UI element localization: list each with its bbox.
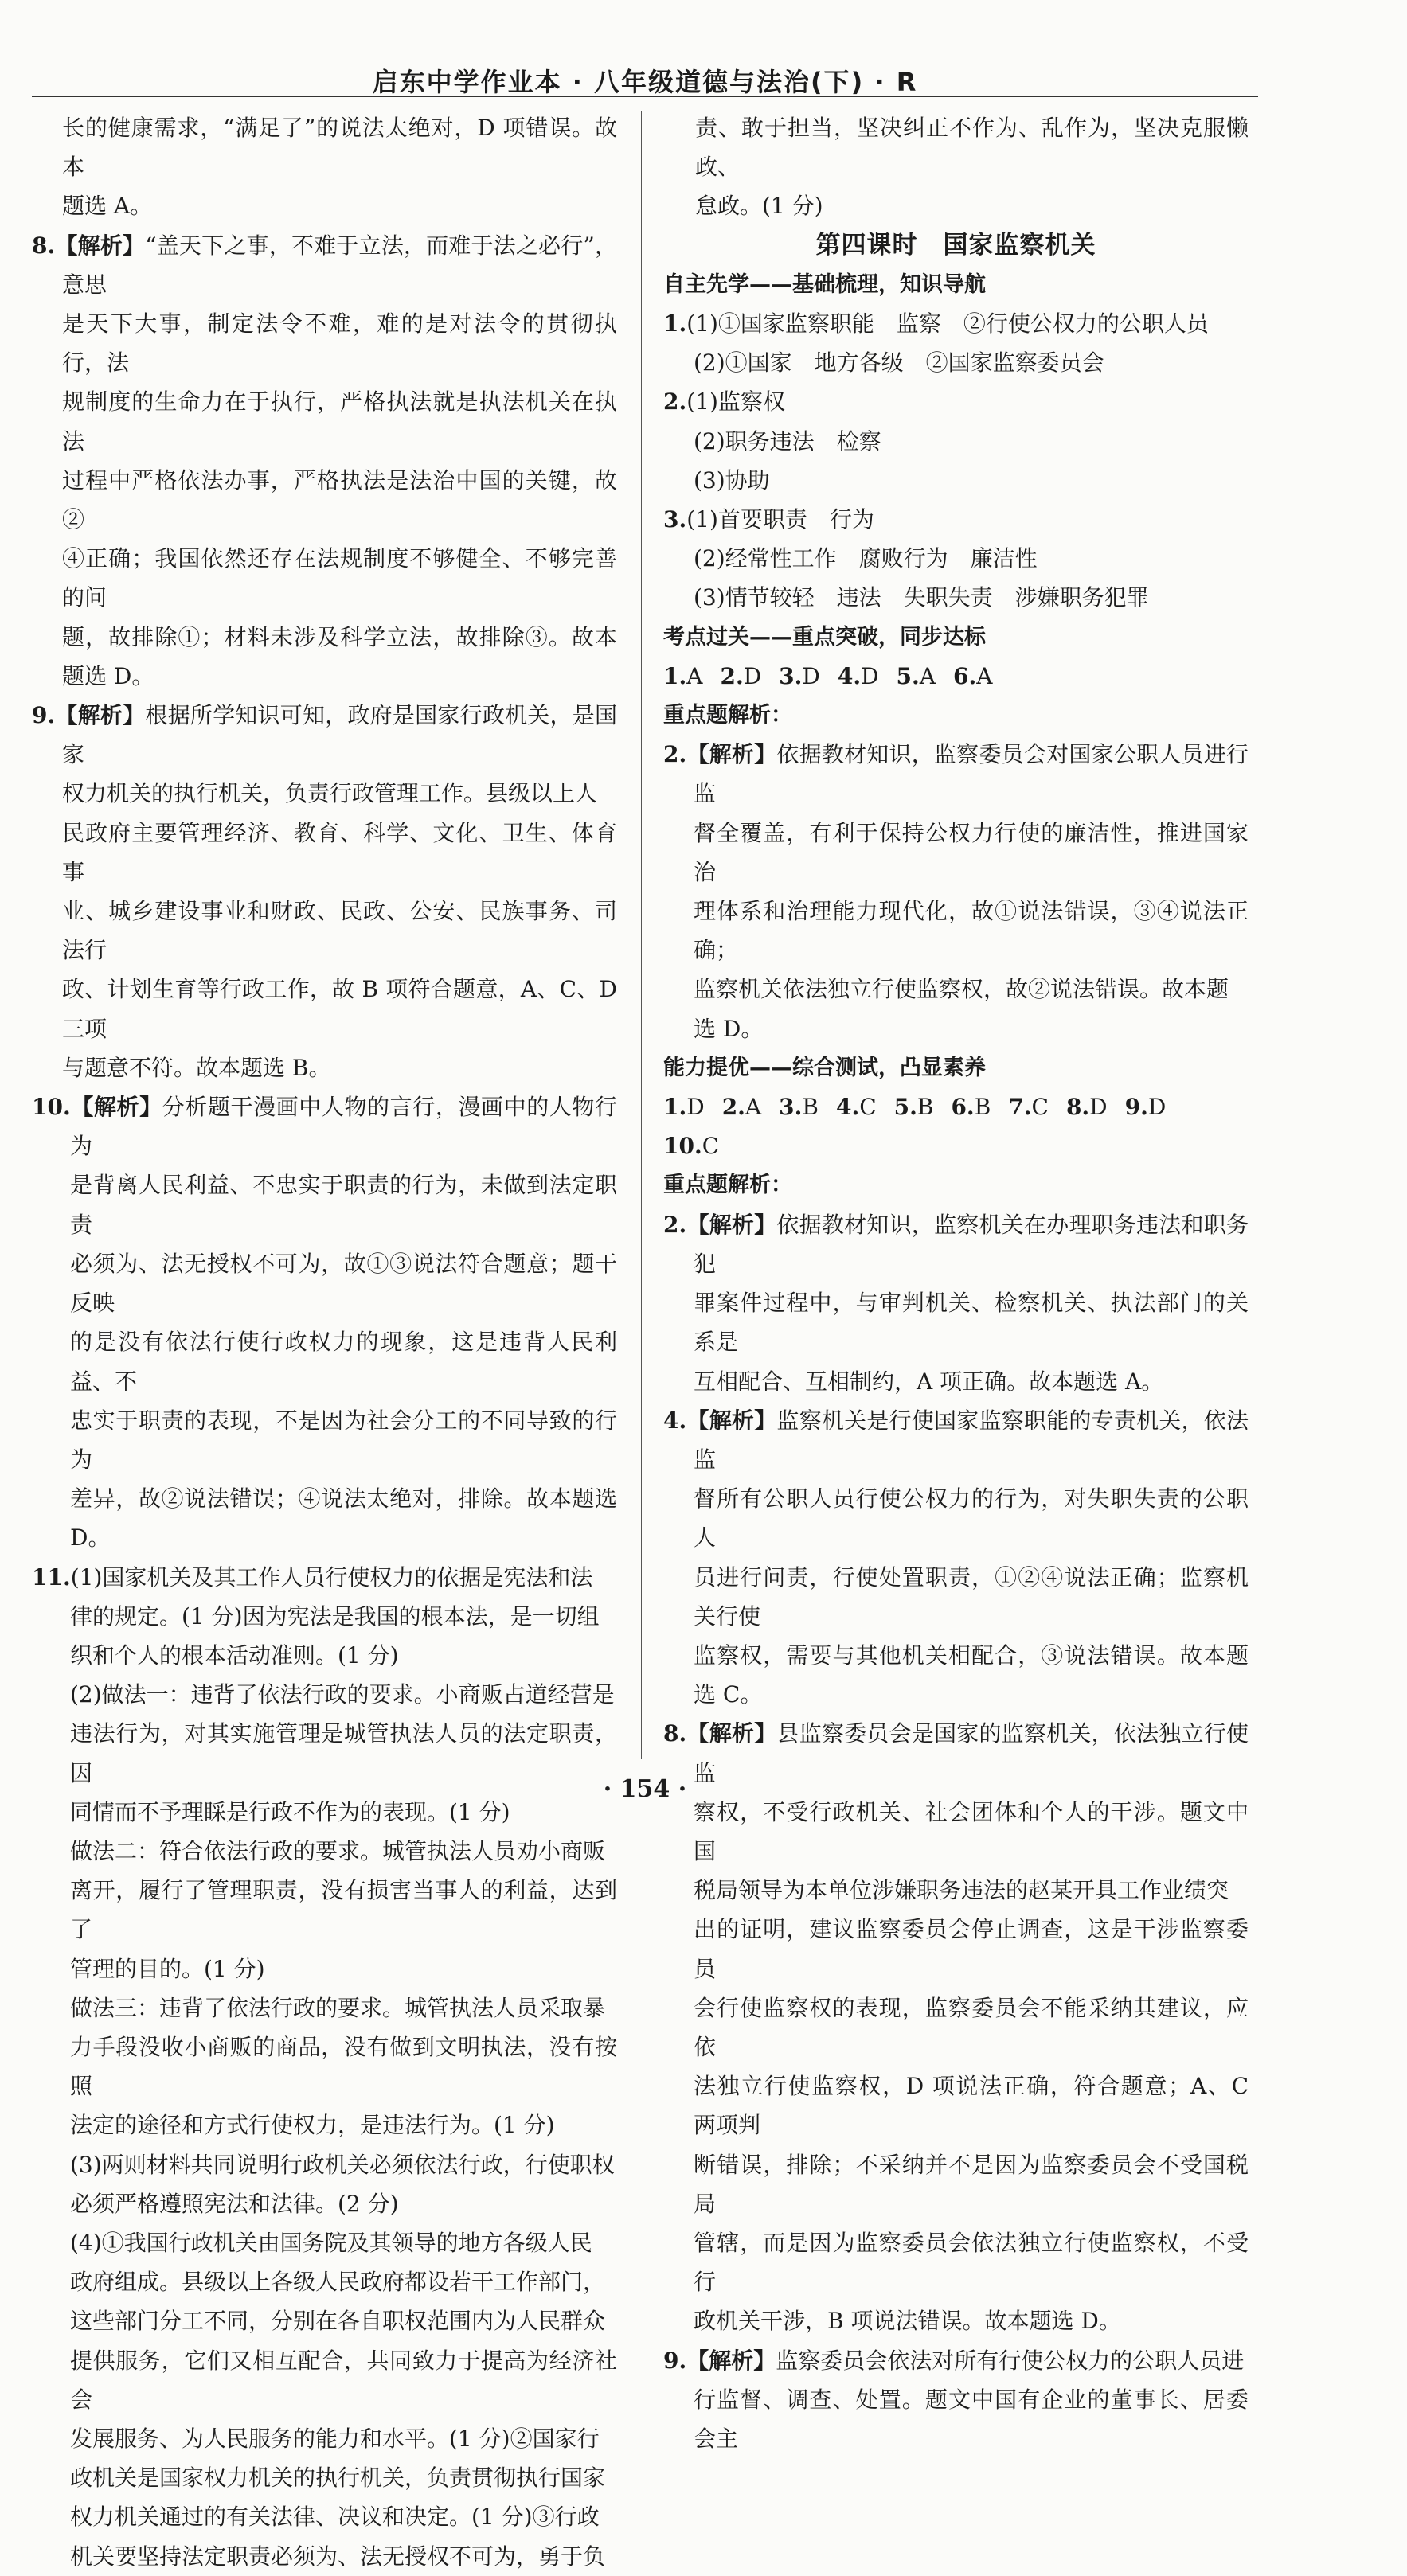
text-line: 断错误，排除；不采纳并不是因为监察委员会不受国税局 <box>694 2151 1249 2217</box>
question-number: 1. <box>663 310 687 338</box>
text-line: 这些部门分工不同，分别在各自职权范围内为人民群众 <box>70 2308 606 2335</box>
question-number: 2. <box>663 388 687 416</box>
analysis-tag: 【解析】 <box>686 1407 777 1434</box>
text-line: 法定的途径和方式行使权力，是违法行为。(1 分) <box>70 2112 555 2139</box>
text-line: 提供服务，它们又相互配合，共同致力于提高为经济社会 <box>70 2347 617 2413</box>
question-number: 4. <box>837 662 862 689</box>
text-line: “盖天下之事，不难于立法，而难于法之必行”，意思 <box>62 232 617 298</box>
question-number: 4. <box>663 1407 687 1434</box>
section-heading: 自主先学——基础梳理，知识导航 <box>663 271 986 297</box>
lesson-title: 第四课时 国家监察机关 <box>815 230 1096 260</box>
text-line: (2)做法一：违背了依法行政的要求。小商贩占道经营是 <box>70 1681 615 1708</box>
text-line: 监察机关是行使国家监察职能的专责机关，依法监 <box>694 1407 1249 1473</box>
question-number: 1. <box>663 1094 687 1121</box>
text-line: ④正确；我国依然还存在法规制度不够健全、不够完善的问 <box>62 545 617 611</box>
question-number: 10. <box>32 1094 71 1121</box>
text-line: 督全覆盖，有利于保持公权力行使的廉洁性，推进国家治 <box>694 819 1249 885</box>
text-line: (3)协助 <box>694 466 770 494</box>
answer-letter: B <box>802 1094 819 1121</box>
question-number: 3. <box>663 506 687 533</box>
text-line: 会行使监察权的表现，监察委员会不能采纳其建议，应依 <box>694 1994 1249 2060</box>
text-line: 监察委员会依法对所有行使公权力的公职人员进 <box>776 2347 1245 2374</box>
text-line: (1)首要职责 行为 <box>686 506 874 533</box>
text-line: 律的规定。(1 分)因为宪法是我国的根本法，是一切组 <box>70 1602 600 1630</box>
page-number: · 154 · <box>603 1775 687 1803</box>
text-line: 必须严格遵照宪法和法律。(2 分) <box>70 2190 399 2217</box>
analysis-tag: 【解析】 <box>55 702 146 729</box>
question-number: 4. <box>835 1094 860 1121</box>
text-line: 差异，故②说法错误；④说法太绝对，排除。故本题选 D。 <box>70 1485 617 1551</box>
answer-row <box>663 1087 1249 1126</box>
text-line: 做法三：违背了依法行政的要求。城管执法人员采取暴 <box>70 1994 606 2021</box>
answer-letter: A <box>745 1094 762 1121</box>
question-number: 2. <box>663 1211 687 1238</box>
answer-item-10 <box>32 1087 617 1557</box>
answer-letter: D <box>1147 1094 1167 1121</box>
analysis-tag: 【解析】 <box>686 1211 777 1238</box>
text-line: 依据教材知识，监察委员会对国家公职人员进行监 <box>694 741 1249 807</box>
analysis-tag: 【解析】 <box>55 232 146 259</box>
text-line: (2)职务违法 检察 <box>694 427 881 455</box>
text-line: (3)情节较轻 违法 失职失责 涉嫌职务犯罪 <box>694 584 1149 611</box>
section-heading: 考点过关——重点突破，同步达标 <box>663 624 986 650</box>
text-line: 员进行问责，行使处置职责，①②④说法正确；监察机关行使 <box>694 1563 1249 1630</box>
text-line: 督所有公职人员行使公权力的行为，对失职失责的公职人 <box>694 1485 1249 1551</box>
answer-row <box>663 1126 1249 1165</box>
text-line: 题选 A。 <box>62 193 153 220</box>
text-line: 理体系和治理能力现代化，故①说法错误，③④说法正确； <box>694 898 1249 964</box>
text-line: 必须为、法无授权不可为，故①③说法符合题意；题干反映 <box>70 1250 617 1317</box>
question-number: 5. <box>896 662 920 689</box>
text-line: 责、敢于担当，坚决纠正不作为、乱作为，坚决克服懒政、 <box>695 115 1249 181</box>
question-number: 11. <box>32 1563 71 1590</box>
key-analysis-heading: 重点题解析： <box>663 1173 792 1198</box>
text-line: 监察权，需要与其他机关相配合，③说法错误。故本题选 C。 <box>694 1641 1249 1708</box>
text-line: 是背离人民利益、不忠实于职责的行为，未做到法定职责 <box>70 1172 617 1238</box>
answer-letter: C <box>702 1133 720 1160</box>
text-line: 县监察委员会是国家的监察机关，依法独立行使监 <box>694 1720 1249 1786</box>
column-divider <box>641 111 642 1759</box>
text-line: 规制度的生命力在于执行，严格执法就是执法机关在执法 <box>62 388 617 455</box>
text-line: 管理的目的。(1 分) <box>70 1955 265 1982</box>
answer-item-8 <box>32 226 617 696</box>
answer-letter: D <box>686 1094 705 1121</box>
text-line: 的是没有依法行使行政权力的现象，这是违背人民利益、不 <box>70 1329 617 1395</box>
answer-letter: A <box>919 662 936 689</box>
right-column <box>663 108 1249 2458</box>
question-number: 2. <box>663 741 687 768</box>
answer-letter: D <box>743 662 762 689</box>
text-line: 力手段没收小商贩的商品，没有做到文明执法，没有按照 <box>70 2033 617 2100</box>
text-line: (1)国家机关及其工作人员行使权力的依据是宪法和法 <box>70 1563 593 1590</box>
text-line: 政府组成。县级以上各级人民政府都设若干工作部门， <box>70 2269 606 2296</box>
text-line: 长的健康需求，“满足了”的说法太绝对，D 项错误。故本 <box>62 115 617 181</box>
analysis-tag: 【解析】 <box>70 1094 162 1121</box>
answer-letter: C <box>1031 1094 1049 1121</box>
question-number: 8. <box>32 232 56 259</box>
analysis-tag: 【解析】 <box>686 1720 777 1747</box>
answer-letter: A <box>686 662 703 689</box>
text-line: 机关要坚持法定职责必须为、法无授权不可为，勇于负 <box>70 2543 606 2570</box>
text-line: 分析题干漫画中人物的言行，漫画中的人物行为 <box>70 1094 617 1160</box>
question-number: 6. <box>951 1094 975 1121</box>
text-line: 是天下大事，制定法令不难，难的是对法令的贯彻执行，法 <box>62 310 617 377</box>
text-line: 发展服务、为人民服务的能力和水平。(1 分)②国家行 <box>70 2425 600 2452</box>
text-line: 离开，履行了管理职责，没有损害当事人的利益，达到了 <box>70 1877 617 1943</box>
text-line: 政机关干涉，B 项说法错误。故本题选 D。 <box>694 2308 1121 2335</box>
question-number: 1. <box>663 662 687 689</box>
question-number: 8. <box>663 1720 687 1747</box>
text-line: 选 D。 <box>694 1015 764 1042</box>
question-number: 5. <box>893 1094 917 1121</box>
text-line: 税局领导为本单位涉嫌职务违法的赵某开具工作业绩突 <box>694 1877 1229 1904</box>
running-header: 启东中学作业本 · 八年级道德与法治(下) · R <box>372 67 918 97</box>
text-line: 管辖，而是因为监察委员会依法独立行使监察权，不受行 <box>694 2229 1249 2296</box>
text-line: 民政府主要管理经济、教育、科学、文化、卫生、体育事 <box>62 819 617 885</box>
text-line: 忠实于职责的表现，不是因为社会分工的不同导致的行为 <box>70 1407 617 1473</box>
text-line: 监察机关依法独立行使监察权，故②说法错误。故本题 <box>694 976 1229 1003</box>
left-column <box>32 108 617 2576</box>
text-line: 权力机关的执行机关，负责行政管理工作。县级以上人 <box>62 780 598 807</box>
text-line: 题，故排除①；材料未涉及科学立法，故排除③。故本题选 D。 <box>62 623 617 689</box>
text-line: 互相配合、互相制约，A 项正确。故本题选 A。 <box>694 1368 1164 1395</box>
question-number: 2. <box>720 662 744 689</box>
key-analysis-heading: 重点题解析： <box>663 703 792 728</box>
text-line: 依据教材知识，监察机关在办理职务违法和职务犯 <box>694 1211 1249 1277</box>
text-line: 法独立行使监察权，D 项说法正确，符合题意；A、C 两项判 <box>694 2073 1249 2139</box>
text-line: (2)①国家 地方各级 ②国家监察委员会 <box>694 349 1104 377</box>
answer-row <box>663 657 1249 696</box>
answer-letter: D <box>861 662 879 689</box>
question-number: 6. <box>953 662 977 689</box>
answer-letter: B <box>917 1094 934 1121</box>
text-line: 与题意不符。故本题选 B。 <box>62 1054 331 1081</box>
analysis-tag: 【解析】 <box>686 741 777 768</box>
answer-letter: D <box>1089 1094 1108 1121</box>
question-number: 3. <box>779 662 803 689</box>
question-number: 9. <box>663 2347 687 2374</box>
text-line: (4)①我国行政机关由国务院及其领导的地方各级人民 <box>70 2229 592 2256</box>
question-number: 10. <box>663 1133 702 1160</box>
answer-item-9 <box>32 696 617 1087</box>
text-line: 怠政。(1 分) <box>695 193 823 220</box>
question-number: 9. <box>32 702 56 729</box>
text-line: 违法行为，对其实施管理是城管执法人员的法定职责，因 <box>70 1720 617 1786</box>
text-line: 察权，不受行政机关、社会团体和个人的干涉。题文中国 <box>694 1798 1249 1864</box>
answer-letter: C <box>859 1094 877 1121</box>
answer-letter: B <box>974 1094 991 1121</box>
text-line: 行监督、调查、处置。题文中国有企业的董事长、居委会主 <box>694 2386 1249 2452</box>
text-line: 过程中严格依法办事，严格执法是法治中国的关键，故② <box>62 466 617 533</box>
text-line: (1)①国家监察职能 监察 ②行使公权力的公职人员 <box>686 310 1209 338</box>
text-line: 权力机关通过的有关法律、决议和决定。(1 分)③行政 <box>70 2504 600 2531</box>
text-line: 做法二：符合依法行政的要求。城管执法人员劝小商贩 <box>70 1837 606 1864</box>
text-line: 出的证明，建议监察委员会停止调查，这是干涉监察委员 <box>694 1916 1249 1982</box>
text-line: 政、计划生育等行政工作，故 B 项符合题意，A、C、D 三项 <box>62 976 617 1042</box>
question-number: 9. <box>1124 1094 1148 1121</box>
text-line: (1)监察权 <box>686 388 785 416</box>
text-line: 同情而不予理睬是行政不作为的表现。(1 分) <box>70 1798 510 1825</box>
text-line: 罪案件过程中，与审判机关、检察机关、执法部门的关系是 <box>694 1290 1249 1356</box>
text-line: 政机关是国家权力机关的执行机关，负责贯彻执行国家 <box>70 2465 606 2492</box>
question-number: 8. <box>1065 1094 1090 1121</box>
answer-letter: A <box>976 662 993 689</box>
text-line: (2)经常性工作 腐败行为 廉洁性 <box>694 545 1038 572</box>
text-line: 根据所学知识可知，政府是国家行政机关，是国家 <box>62 702 617 768</box>
question-number: 7. <box>1008 1094 1032 1121</box>
text-line: (3)两则材料共同说明行政机关必须依法行政，行使职权 <box>70 2151 615 2178</box>
section-heading: 能力提优——综合测试，凸显素养 <box>663 1055 986 1080</box>
text-line: 织和个人的根本活动准则。(1 分) <box>70 1641 399 1669</box>
answer-letter: D <box>802 662 820 689</box>
question-number: 3. <box>779 1094 803 1121</box>
header-rule <box>32 96 1258 97</box>
analysis-tag: 【解析】 <box>686 2347 776 2374</box>
question-number: 2. <box>721 1094 745 1121</box>
text-line: 业、城乡建设事业和财政、民政、公安、民族事务、司法行 <box>62 898 617 964</box>
answer-item-11 <box>32 1558 617 2576</box>
